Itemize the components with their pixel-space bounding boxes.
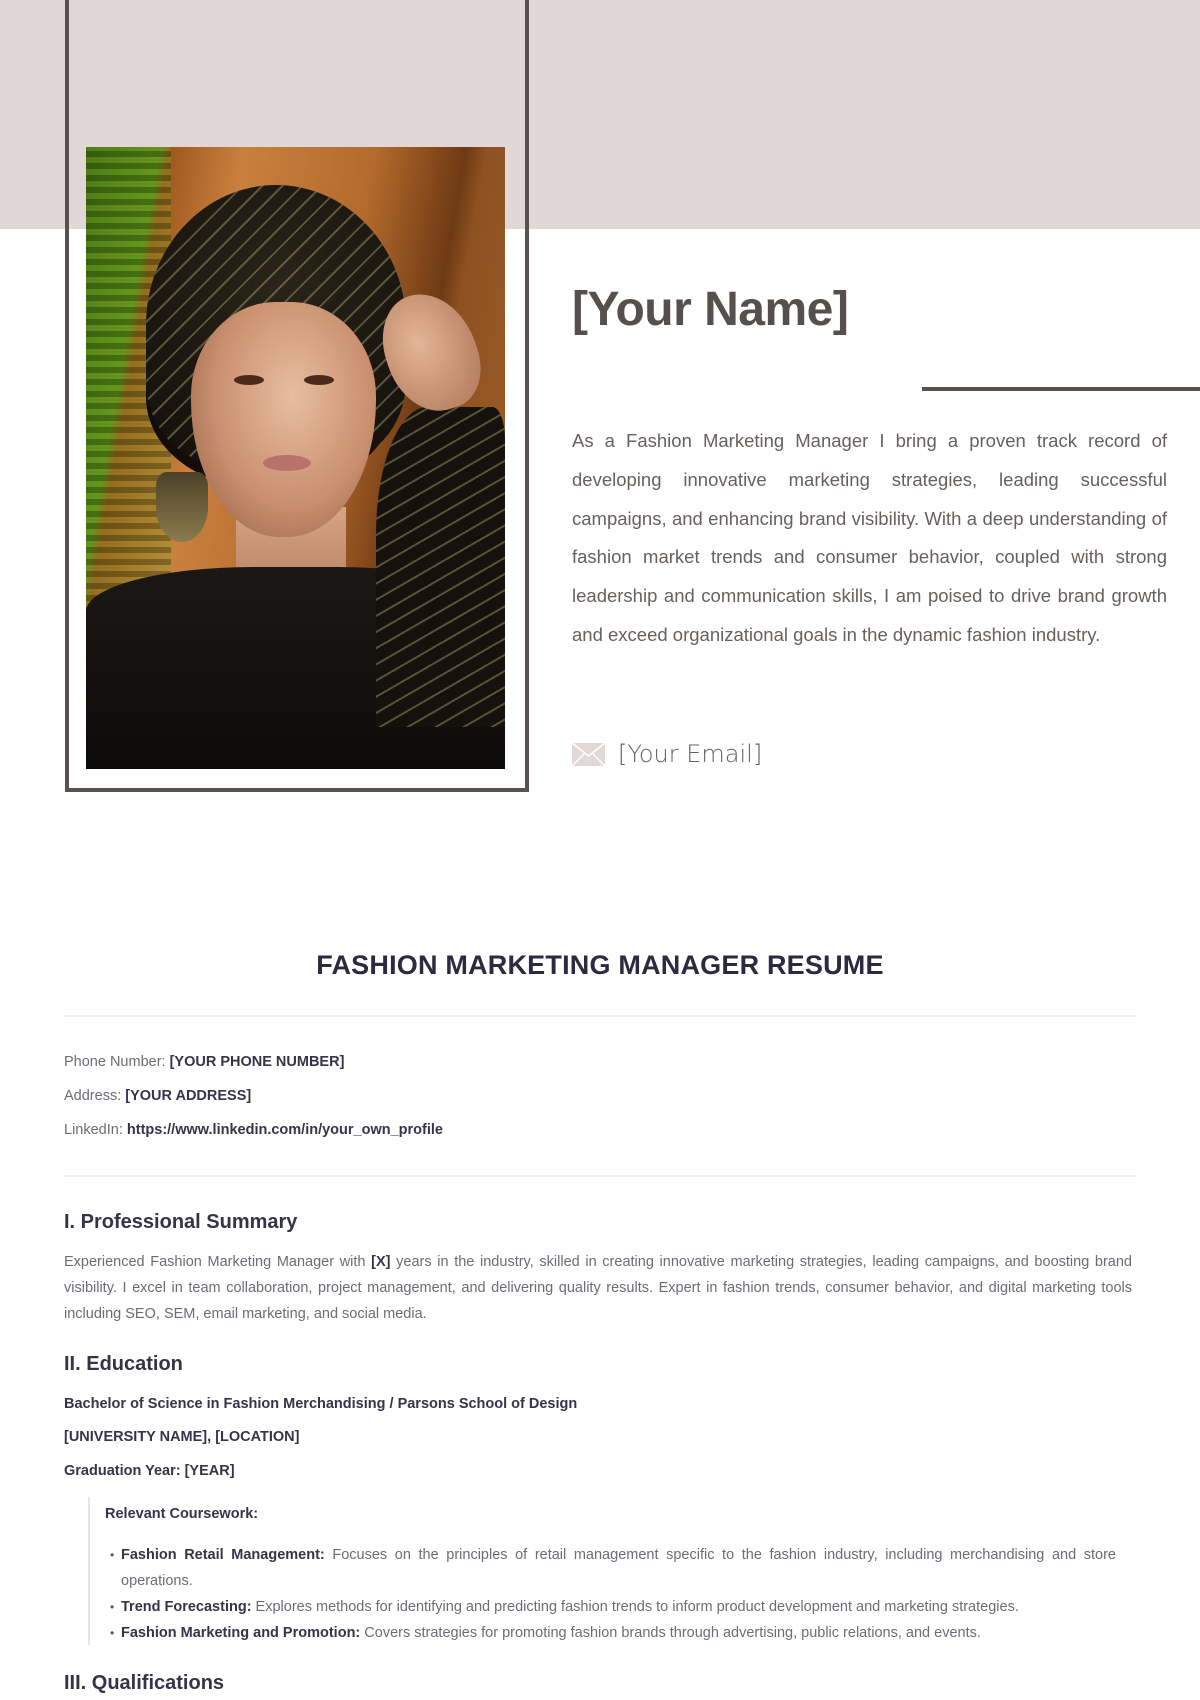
education-degree: Bachelor of Science in Fashion Merchandising / Parsons School of Design [64, 1396, 578, 1412]
photo-face [191, 302, 376, 537]
contact-phone [64, 1054, 344, 1070]
document-title: FASHION MARKETING MANAGER RESUME [316, 950, 884, 980]
section-heading-education: II. Education [64, 1353, 183, 1375]
contact-address [64, 1088, 251, 1104]
education-graduation: Graduation Year: [YEAR] [64, 1463, 235, 1479]
coursework-label: Relevant Coursework: [105, 1506, 259, 1522]
contact-label: Address: [64, 1088, 122, 1104]
list-item [110, 1542, 1116, 1594]
contact-label: LinkedIn: [64, 1122, 123, 1138]
photo-eye-left [234, 375, 264, 385]
divider [64, 1175, 1136, 1177]
summary-text: Experienced Fashion Marketing Manager with [64, 1254, 372, 1270]
summary-text: years in the industry, skilled in creating innovative marketing strategies, leading campaigns, and boosting brand visibility. I excel in team collaboration, project management, and delivering quality results. Expert in fashion trends, consumer behavior, and digital marketing tools including SEO, SEM, email marketing, and social media. [64, 1254, 1132, 1322]
course-desc: Covers strategies for promoting fashion brands through advertising, public relations, and events. [360, 1625, 981, 1641]
section-heading-summary: I. Professional Summary [64, 1211, 298, 1233]
course-desc: Focuses on the principles of retail management specific to the fashion industry, including merchandising and store operations. [121, 1547, 1116, 1589]
email-row[interactable] [572, 740, 762, 768]
photo-scarf-tail [376, 407, 505, 727]
summary-paragraph [64, 1249, 1132, 1327]
course-title: Fashion Retail Management: [121, 1547, 325, 1563]
section-heading-qualifications: III. Qualifications [64, 1672, 225, 1694]
course-title: Fashion Marketing and Promotion: [121, 1625, 361, 1641]
course-title: Trend Forecasting: [121, 1599, 252, 1615]
photo-lips [263, 455, 311, 471]
envelope-icon [572, 743, 605, 766]
linkedin-link[interactable]: https://www.linkedin.com/in/your_own_profile [126, 1122, 443, 1138]
name-underline [922, 387, 1200, 391]
email-text: [Your Email] [618, 740, 763, 768]
contact-value: [YOUR ADDRESS] [125, 1088, 252, 1104]
intro-paragraph: As a Fashion Marketing Manager I bring a proven track record of developing innovative marketing strategies, leading successful campaigns, and enhancing brand visibility. With a deep understanding of fashion market trends and consumer behavior, coupled with strong leadership and communication skills, I am poised to drive brand growth and exceed organizational goals in the dynamic fashion industry. [572, 430, 1167, 645]
education-university: [UNIVERSITY NAME], [LOCATION] [64, 1429, 300, 1445]
list-item [110, 1594, 1116, 1620]
candidate-name: [Your Name] [572, 283, 849, 336]
contact-value: [YOUR PHONE NUMBER] [169, 1054, 345, 1070]
contact-linkedin [64, 1122, 443, 1138]
photo-tassel [156, 472, 208, 542]
years-placeholder: [X] [371, 1254, 391, 1270]
contact-label: Phone Number: [64, 1054, 166, 1070]
coursework-list [110, 1542, 1116, 1646]
photo-eye-right [304, 375, 334, 385]
divider [64, 1015, 1136, 1017]
list-item [110, 1620, 1116, 1646]
course-desc: Explores methods for identifying and predicting fashion trends to inform product development and marketing strategies. [251, 1599, 1019, 1615]
profile-photo [86, 147, 505, 769]
